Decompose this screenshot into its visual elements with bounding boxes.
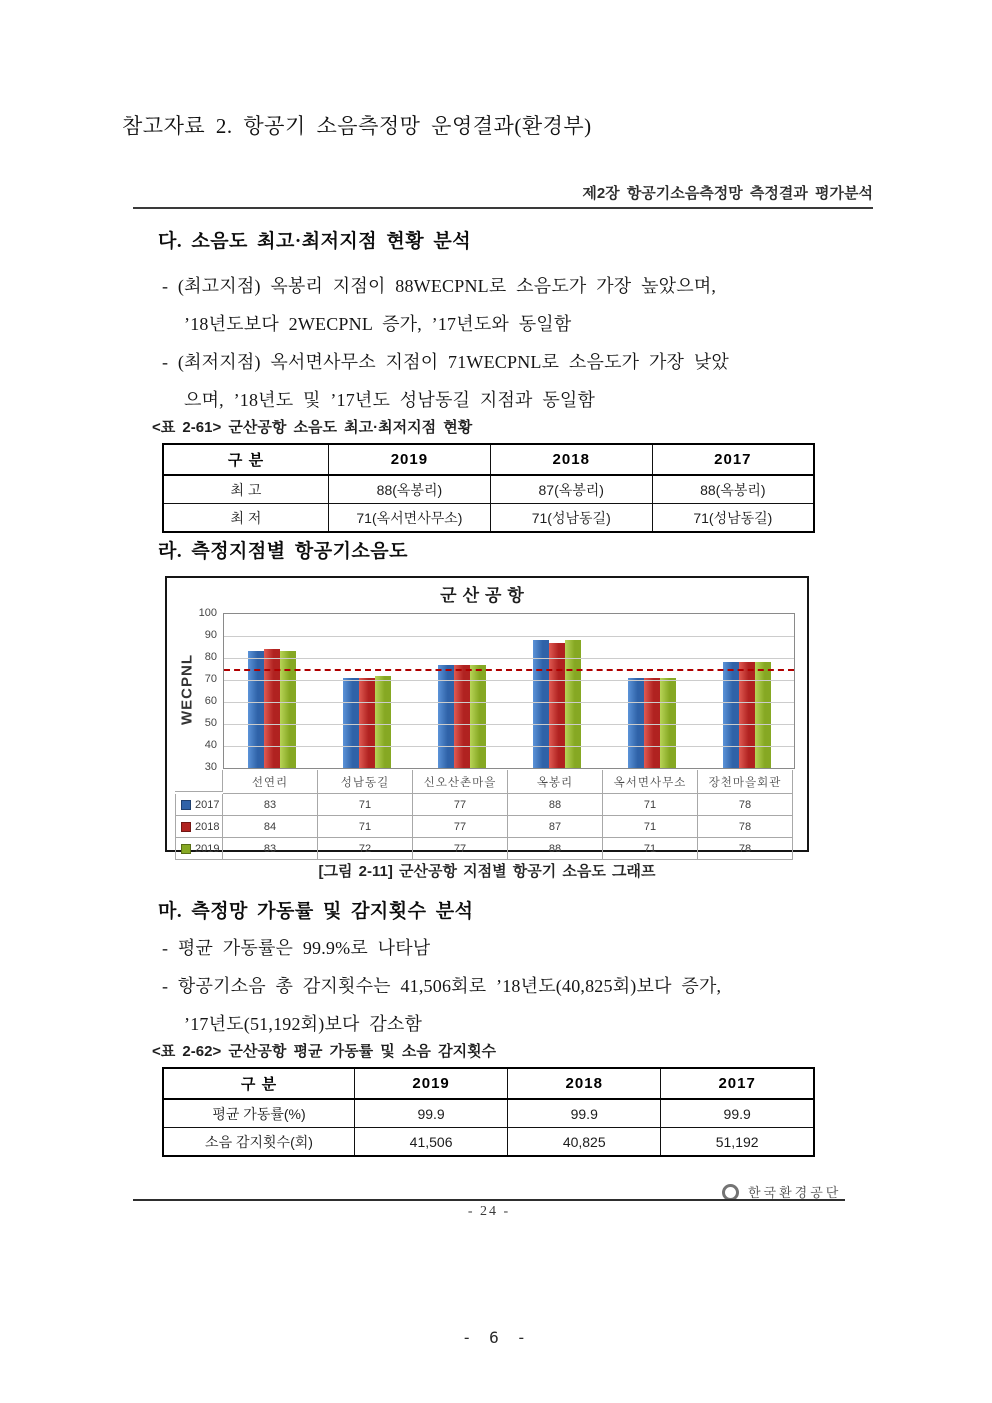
legend-swatch-2018: [181, 822, 191, 832]
cell-value: 71(성남동길): [652, 504, 814, 533]
chart-table-value: 87: [508, 816, 603, 838]
limit-line: [224, 669, 794, 671]
category-label: 신오산촌마을: [413, 770, 508, 794]
category-label: 장천마을회관: [698, 770, 793, 794]
legend-item-2018: [175, 816, 223, 838]
bar-2018: [359, 678, 375, 768]
table-61: [162, 443, 815, 533]
row-label: 소음 감지횟수(회): [163, 1128, 355, 1157]
inner-page-number: - 24 -: [467, 1204, 511, 1219]
y-axis-tick: 100: [198, 607, 217, 619]
bar-2019: [565, 640, 581, 768]
chart-table-value: 83: [223, 838, 318, 860]
chart-title: 군산공항: [440, 586, 530, 605]
y-axis-tick: 60: [204, 695, 217, 707]
bar-2017: [723, 662, 739, 768]
chart-table-value: 72: [318, 838, 413, 860]
bullet-lowest-line2: 으며, ’18년도 및 ’17년도 성남동길 지점과 동일함: [184, 390, 596, 410]
gridline: [224, 680, 794, 681]
section-heading-ra: 라. 측정지점별 항공기소음도: [158, 541, 408, 562]
gridline: [224, 746, 794, 747]
legend-item-2019: [175, 838, 223, 860]
legend-label: 2019: [195, 842, 220, 855]
table-62: [162, 1067, 815, 1157]
chart-table-value: 83: [223, 794, 318, 816]
bar-group: [319, 614, 414, 768]
legend-swatch-2017: [181, 800, 191, 810]
chart-table-value: 71: [603, 838, 698, 860]
table-62-caption: <표 2-62> 군산공항 평균 가동률 및 소음 감지횟수: [152, 1043, 497, 1060]
bar-2019: [755, 662, 771, 768]
bar-2018: [264, 649, 280, 768]
footer-rule: [133, 1199, 845, 1201]
category-label: 옥서면사무소: [603, 770, 698, 794]
cell-value: 87(옥봉리): [490, 475, 652, 504]
chart-table-value: 78: [698, 816, 793, 838]
bullet-detections-line2: ’17년도(51,192회)보다 감소함: [184, 1014, 423, 1034]
table-row: [163, 475, 814, 504]
y-axis-tick: 30: [204, 761, 217, 773]
bar-group: [604, 614, 699, 768]
section-heading-ma: 마. 측정망 가동률 및 감지횟수 분석: [158, 901, 474, 922]
chart-table-value: 71: [603, 816, 698, 838]
y-axis-label: WECPNL: [178, 654, 196, 725]
header-row: [163, 444, 814, 475]
table-row: [163, 504, 814, 533]
column-header: 2017: [652, 444, 814, 475]
bar-group: [414, 614, 509, 768]
cell-value: 71(옥서면사무소): [329, 504, 491, 533]
row-label: 최 고: [163, 475, 329, 504]
chart-table-value: 71: [318, 816, 413, 838]
column-header: 구 분: [163, 1068, 355, 1099]
chart-table-value: 84: [223, 816, 318, 838]
bar-2019: [375, 676, 391, 768]
legend-item-2017: [175, 794, 223, 816]
bar-2017: [343, 678, 359, 768]
bar-group: [699, 614, 794, 768]
chart-table-value: 77: [413, 838, 508, 860]
legend-swatch-2019: [181, 844, 191, 854]
y-axis-tick: 80: [204, 651, 217, 663]
section-heading-da: 다. 소음도 최고·최저지점 현황 분석: [158, 231, 472, 252]
chart-table-value: 88: [508, 794, 603, 816]
cell-value: 51,192: [661, 1128, 814, 1157]
y-axis-tick: 90: [204, 629, 217, 641]
bar-2018: [549, 643, 565, 768]
chart-data-table: [175, 770, 795, 860]
bullet-highest-line2: ’18년도보다 2WECPNL 증가, ’17년도와 동일함: [184, 314, 572, 334]
bullet-highest-line1: - (최고지점) 옥봉리 지점이 88WECPNL로 소음도가 가장 높았으며,: [162, 276, 717, 296]
bar-group: [224, 614, 319, 768]
y-axis-tick: 70: [204, 673, 217, 685]
footer-org-name: 한국환경공단: [748, 1185, 842, 1200]
table-row: [163, 1128, 814, 1157]
column-header: 구 분: [163, 444, 329, 475]
column-header: 2019: [329, 444, 491, 475]
y-axis-tick: 40: [204, 739, 217, 751]
figure-caption: [그림 2-11] 군산공항 지점별 항공기 소음도 그래프: [318, 863, 656, 880]
bar-2017: [628, 678, 644, 768]
gridline: [224, 658, 794, 659]
cell-value: 99.9: [661, 1099, 814, 1128]
header-row: [163, 1068, 814, 1099]
table-61-caption: <표 2-61> 군산공항 소음도 최고·최저지점 현황: [152, 419, 473, 436]
cell-value: 88(옥봉리): [329, 475, 491, 504]
table-row: [163, 1099, 814, 1128]
bar-group: [509, 614, 604, 768]
bar-2017: [533, 640, 549, 768]
cell-value: 99.9: [508, 1099, 661, 1128]
chart-table-value: 71: [318, 794, 413, 816]
cell-value: 88(옥봉리): [652, 475, 814, 504]
chart-table-value: 71: [603, 794, 698, 816]
chart-table-value: 77: [413, 816, 508, 838]
chart-table-value: 77: [413, 794, 508, 816]
category-label: 옥봉리: [508, 770, 603, 794]
bullet-uptime: - 평균 가동률은 99.9%로 나타남: [162, 938, 431, 958]
row-label: 최 저: [163, 504, 329, 533]
gridline: [224, 724, 794, 725]
plot-area: [223, 613, 795, 769]
column-header: 2018: [490, 444, 652, 475]
column-header: 2019: [355, 1068, 508, 1099]
bars-container: [224, 614, 794, 768]
chart-table-value: 88: [508, 838, 603, 860]
chart-table-value: 78: [698, 794, 793, 816]
bullet-detections-line1: - 항공기소음 총 감지횟수는 41,506회로 ’18년도(40,825회)보다 증가,: [162, 976, 722, 996]
category-label: 성남동길: [318, 770, 413, 794]
gridline: [224, 636, 794, 637]
cell-value: 40,825: [508, 1128, 661, 1157]
bar-chart: [175, 607, 795, 773]
bar-2018: [644, 678, 660, 768]
chart-table-value: 78: [698, 838, 793, 860]
bar-2019: [660, 678, 676, 768]
cell-value: 71(성남동길): [490, 504, 652, 533]
column-header: 2018: [508, 1068, 661, 1099]
doc-title: 참고자료 2. 항공기 소음측정망 운영결과(환경부): [122, 114, 592, 138]
noise-chart-figure: [165, 576, 809, 855]
y-axis-tick: 50: [204, 717, 217, 729]
bar-2018: [739, 662, 755, 768]
cell-value: 41,506: [355, 1128, 508, 1157]
cell-value: 99.9: [355, 1099, 508, 1128]
outer-page-number: - 6 -: [461, 1328, 531, 1347]
category-label: 선연리: [223, 770, 318, 794]
bullet-lowest-line1: - (최저지점) 옥서면사무소 지점이 71WECPNL로 소음도가 가장 낮았: [162, 352, 730, 372]
running-header: 제2장 항공기소음측정망 측정결과 평가분석: [133, 182, 873, 209]
legend-label: 2018: [195, 820, 220, 833]
row-label: 평균 가동률(%): [163, 1099, 355, 1128]
column-header: 2017: [661, 1068, 814, 1099]
gridline: [224, 702, 794, 703]
legend-label: 2017: [195, 798, 220, 811]
